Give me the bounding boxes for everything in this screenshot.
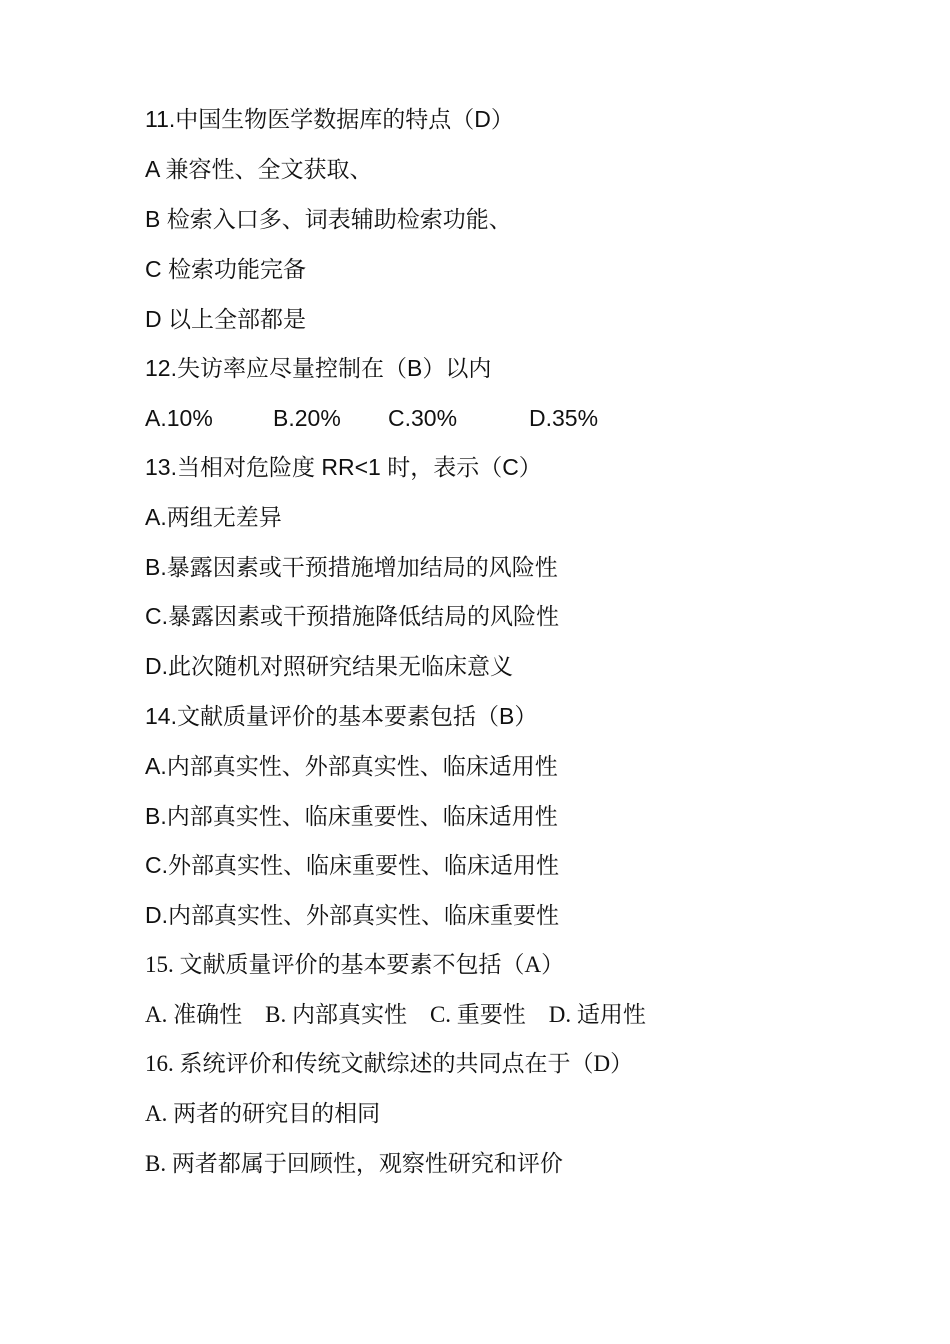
- q13-option-b: B.暴露因素或干预措施增加结局的风险性: [145, 554, 558, 580]
- question-12: 12.失访率应尽量控制在（B）以内: [145, 355, 492, 381]
- q15-options: A. 准确性 B. 内部真实性 C. 重要性 D. 适用性: [145, 1002, 646, 1027]
- question-16: 16. 系统评价和传统文献综述的共同点在于（D）: [145, 1051, 634, 1076]
- q13-option-d: D.此次随机对照研究结果无临床意义: [145, 653, 513, 679]
- q11-option-d: D 以上全部都是: [145, 306, 306, 332]
- question-13: 13.当相对危险度 RR<1 时，表示（C）: [145, 454, 542, 480]
- q13-option-c: C.暴露因素或干预措施降低结局的风险性: [145, 603, 559, 629]
- q11-option-c: C 检索功能完备: [145, 256, 306, 282]
- q12-option-c: C.30%: [388, 405, 458, 431]
- question-14: 14.文献质量评价的基本要素包括（B）: [145, 703, 538, 729]
- q11-option-a: A 兼容性、全文获取、: [145, 156, 373, 182]
- q16-option-b: B. 两者都属于回顾性，观察性研究和评价: [145, 1151, 563, 1176]
- q14-option-c: C.外部真实性、临床重要性、临床适用性: [145, 852, 559, 878]
- question-11: 11.中国生物医学数据库的特点（D）: [145, 106, 514, 132]
- question-15: 15. 文献质量评价的基本要素不包括（A）: [145, 952, 565, 977]
- q12-options-row: [145, 403, 645, 433]
- q14-option-a: A.内部真实性、外部真实性、临床适用性: [145, 753, 558, 779]
- q16-option-a: A. 两者的研究目的相同: [145, 1101, 381, 1126]
- q14-option-b: B.内部真实性、临床重要性、临床适用性: [145, 803, 558, 829]
- q12-option-b: B.20%: [273, 405, 341, 431]
- q13-option-a: A.两组无差异: [145, 504, 282, 530]
- q14-option-d: D.内部真实性、外部真实性、临床重要性: [145, 902, 559, 928]
- q12-option-d: D.35%: [529, 405, 599, 431]
- q11-option-b: B 检索入口多、词表辅助检索功能、: [145, 206, 512, 232]
- q12-option-a: A.10%: [145, 405, 213, 431]
